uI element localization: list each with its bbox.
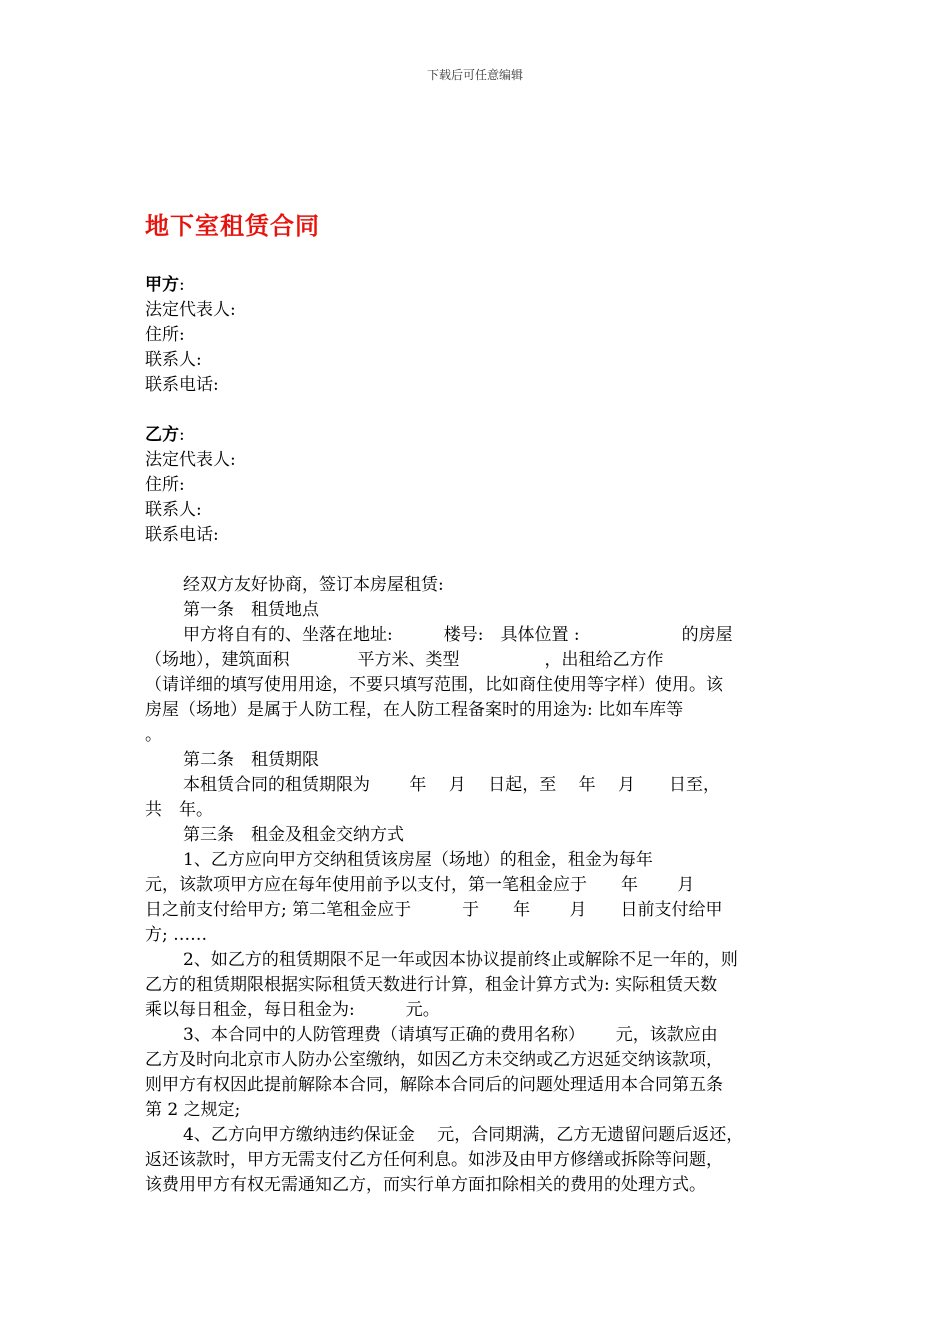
body-line: 第 2 之规定; xyxy=(145,1100,241,1120)
party-b-heading: 乙方: xyxy=(145,425,185,445)
contract-body xyxy=(145,573,805,1198)
article-2-heading: 第二条 租赁期限 xyxy=(183,750,319,770)
party-b-address: 住所: xyxy=(145,475,185,495)
body-line: 方; …… xyxy=(145,925,208,945)
body-line: 乙方的租赁期限根据实际租赁天数进行计算，租金计算方式为: 实际租赁天数 xyxy=(145,975,718,995)
body-line: 共 年。 xyxy=(145,800,213,820)
body-line: 该费用甲方有权无需通知乙方，而实行单方面扣除相关的费用的处理方式。 xyxy=(145,1175,706,1195)
body-line: 甲方将自有的、坐落在地址: 楼号: 具体位置 : 的房屋 xyxy=(183,625,733,645)
party-a-contact: 联系人: xyxy=(145,350,202,370)
body-line: 3、本合同中的人防管理费（请填写正确的费用名称） 元，该款应由 xyxy=(183,1025,718,1045)
body-line: 日之前支付给甲方; 第二笔租金应于 于 年 月 日前支付给甲 xyxy=(145,900,723,920)
body-line: （请详细的填写使用用途，不要只填写范围，比如商住使用等字样）使用。该 xyxy=(145,675,723,695)
party-b-contact: 联系人: xyxy=(145,500,202,520)
party-b-block xyxy=(145,423,236,548)
body-line: 1、乙方应向甲方交纳租赁该房屋（场地）的租金，租金为每年 xyxy=(183,850,653,870)
body-line: 乙方及时向北京市人防办公室缴纳，如因乙方未交纳或乙方迟延交纳该款项， xyxy=(145,1050,723,1070)
party-b-legal-rep: 法定代表人: xyxy=(145,450,236,470)
party-b-phone: 联系电话: xyxy=(145,525,219,545)
body-line: 2、如乙方的租赁期限不足一年或因本协议提前终止或解除不足一年的，则 xyxy=(183,950,738,970)
document-title: 地下室租赁合同 xyxy=(145,212,320,240)
header-note: 下载后可任意编辑 xyxy=(426,68,523,82)
body-line: 返还该款时，甲方无需支付乙方任何利息。如涉及由甲方修缮或拆除等问题， xyxy=(145,1150,723,1170)
article-1-heading: 第一条 租赁地点 xyxy=(183,600,319,620)
party-a-legal-rep: 法定代表人: xyxy=(145,300,236,320)
body-line: 乘以每日租金，每日租金为: 元。 xyxy=(145,1000,440,1020)
body-line: （场地），建筑面积 平方米、类型 ，出租给乙方作 xyxy=(145,650,664,670)
party-a-block xyxy=(145,273,236,398)
body-line: 本租赁合同的租赁期限为 年 月 日起，至 年 月 日至， xyxy=(183,775,721,795)
body-line: 房屋（场地）是属于人防工程，在人防工程备案时的用途为: 比如车库等 xyxy=(145,700,684,720)
body-line: 元，该款项甲方应在每年使用前予以支付，第一笔租金应于 年 月 xyxy=(145,875,695,895)
party-a-phone: 联系电话: xyxy=(145,375,219,395)
body-line: 则甲方有权因此提前解除本合同，解除本合同后的问题处理适用本合同第五条 xyxy=(145,1075,723,1095)
body-line: 。 xyxy=(145,725,162,745)
intro-line: 经双方友好协商，签订本房屋租赁: xyxy=(183,575,444,595)
article-3-heading: 第三条 租金及租金交纳方式 xyxy=(183,825,404,845)
party-a-heading: 甲方: xyxy=(145,275,185,295)
body-line: 4、乙方向甲方缴纳违约保证金 元，合同期满，乙方无遗留问题后返还， xyxy=(183,1125,744,1145)
party-a-address: 住所: xyxy=(145,325,185,345)
